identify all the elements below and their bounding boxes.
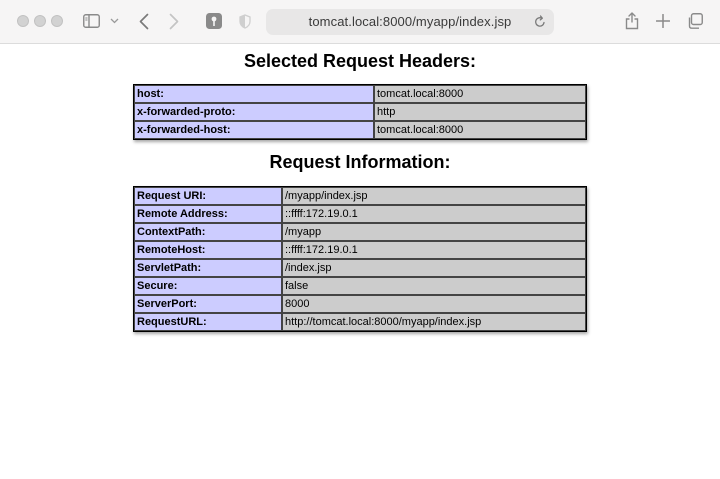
request-headers-table <box>133 84 587 140</box>
table-row <box>134 223 586 241</box>
url-text[interactable]: tomcat.local:8000/myapp/index.jsp <box>308 14 512 29</box>
table-row <box>134 295 586 313</box>
forward-icon[interactable] <box>169 13 179 30</box>
header-key: host: <box>134 85 374 103</box>
address-bar[interactable] <box>266 9 554 35</box>
header-key: x-forwarded-host: <box>134 121 374 139</box>
page-content <box>0 44 720 479</box>
info-key: Secure: <box>134 277 282 295</box>
info-value: http://tomcat.local:8000/myapp/index.jsp <box>282 313 586 331</box>
reload-icon[interactable] <box>534 15 546 33</box>
close-window-button[interactable] <box>17 15 29 27</box>
new-tab-icon[interactable] <box>656 14 670 28</box>
shield-icon[interactable] <box>239 14 251 29</box>
info-value: /myapp <box>282 223 586 241</box>
table-row <box>134 277 586 295</box>
table-row <box>134 187 586 205</box>
request-info-table <box>133 186 587 332</box>
info-value: /index.jsp <box>282 259 586 277</box>
back-icon[interactable] <box>139 13 149 30</box>
table-row <box>134 241 586 259</box>
info-key: RemoteHost: <box>134 241 282 259</box>
share-icon[interactable] <box>625 11 639 30</box>
info-key: ServletPath: <box>134 259 282 277</box>
info-value: false <box>282 277 586 295</box>
header-key: x-forwarded-proto: <box>134 103 374 121</box>
info-value: ::ffff:172.19.0.1 <box>282 241 586 259</box>
table-row <box>134 85 586 103</box>
info-key: RequestURL: <box>134 313 282 331</box>
info-key: ServerPort: <box>134 295 282 313</box>
table-row <box>134 313 586 331</box>
table-row <box>134 205 586 223</box>
headers-heading: Selected Request Headers: <box>243 51 477 71</box>
info-value: ::ffff:172.19.0.1 <box>282 205 586 223</box>
sidebar-icon[interactable] <box>83 14 100 28</box>
chevron-down-icon[interactable] <box>110 18 119 24</box>
password-icon[interactable] <box>206 13 222 29</box>
info-key: ContextPath: <box>134 223 282 241</box>
browser-toolbar <box>0 0 720 44</box>
info-value: /myapp/index.jsp <box>282 187 586 205</box>
maximize-window-button[interactable] <box>51 15 63 27</box>
info-value: 8000 <box>282 295 586 313</box>
table-row <box>134 259 586 277</box>
header-value: tomcat.local:8000 <box>374 121 586 139</box>
tab-overview-icon[interactable] <box>687 13 703 29</box>
header-value: http <box>374 103 586 121</box>
table-row <box>134 103 586 121</box>
info-key: Request URI: <box>134 187 282 205</box>
table-row <box>134 121 586 139</box>
header-value: tomcat.local:8000 <box>374 85 586 103</box>
info-heading: Request Information: <box>269 152 451 172</box>
info-key: Remote Address: <box>134 205 282 223</box>
minimize-window-button[interactable] <box>34 15 46 27</box>
